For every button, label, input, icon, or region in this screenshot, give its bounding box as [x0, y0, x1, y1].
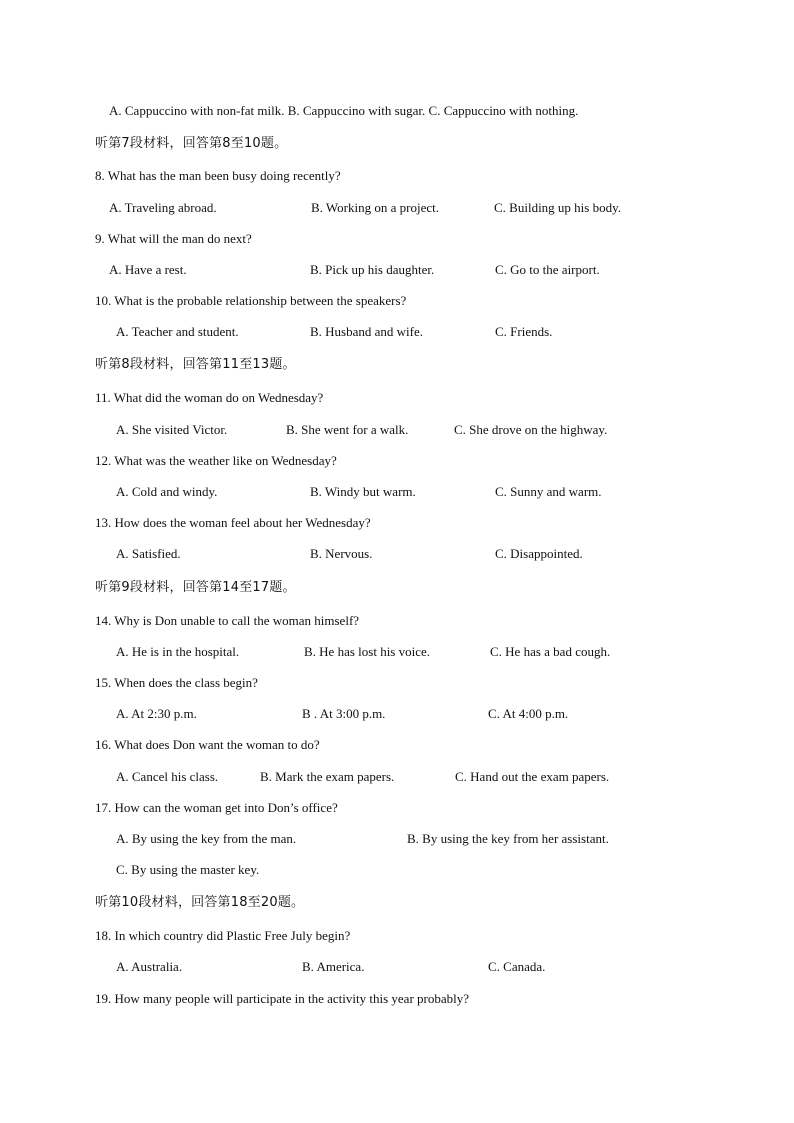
q13-option-c[interactable]: C. Disappointed. [495, 546, 583, 561]
option-c[interactable]: C. Cappuccino with nothing. [428, 103, 579, 118]
question-18: 18. In which country did Plastic Free July begin? [95, 928, 351, 943]
q15-option-a[interactable]: A. At 2:30 p.m. [116, 706, 197, 721]
q18-option-b[interactable]: B. America. [302, 959, 365, 974]
option-b[interactable]: B. Cappuccino with sugar. [287, 103, 426, 118]
question-9: 9. What will the man do next? [95, 231, 252, 246]
q15-option-b[interactable]: B . At 3:00 p.m. [302, 706, 386, 721]
q8-option-a[interactable]: A. Traveling abroad. [109, 200, 217, 215]
q14-option-a[interactable]: A. He is in the hospital. [116, 644, 240, 659]
q16-option-c[interactable]: C. Hand out the exam papers. [455, 769, 610, 784]
q17-option-c[interactable]: C. By using the master key. [116, 862, 260, 877]
q16-option-b[interactable]: B. Mark the exam papers. [260, 769, 395, 784]
q12-option-a[interactable]: A. Cold and windy. [116, 484, 218, 499]
q10-option-a[interactable]: A. Teacher and student. [116, 324, 239, 339]
q14-option-b[interactable]: B. He has lost his voice. [304, 644, 431, 659]
q9-option-b[interactable]: B. Pick up his daughter. [310, 262, 435, 277]
question-8: 8. What has the man been busy doing recently? [95, 168, 341, 183]
question-16: 16. What does Don want the woman to do? [95, 737, 320, 752]
question-17: 17. How can the woman get into Don’s office? [95, 800, 338, 815]
q11-option-b[interactable]: B. She went for a walk. [286, 422, 409, 437]
section-heading-10: 听第10段材料，回答第18至20题。 [95, 895, 305, 910]
q16-option-a[interactable]: A. Cancel his class. [116, 769, 219, 784]
section-heading-9: 听第9段材料，回答第14至17题。 [95, 580, 296, 595]
q13-option-a[interactable]: A. Satisfied. [116, 546, 181, 561]
question-14: 14. Why is Don unable to call the woman himself? [95, 613, 360, 628]
question-19: 19. How many people will participate in the activity this year probably? [95, 991, 470, 1006]
question-15: 15. When does the class begin? [95, 675, 258, 690]
q18-option-c[interactable]: C. Canada. [488, 959, 546, 974]
question-13: 13. How does the woman feel about her Wednesday? [95, 515, 371, 530]
question-10: 10. What is the probable relationship between the speakers? [95, 293, 407, 308]
question-11: 11. What did the woman do on Wednesday? [95, 390, 324, 405]
q9-option-a[interactable]: A. Have a rest. [109, 262, 187, 277]
section-heading-7: 听第7段材料，回答第8至10题。 [95, 136, 288, 151]
q12-option-b[interactable]: B. Windy but warm. [310, 484, 416, 499]
question-12: 12. What was the weather like on Wednesday? [95, 453, 337, 468]
q13-option-b[interactable]: B. Nervous. [310, 546, 373, 561]
q9-option-c[interactable]: C. Go to the airport. [495, 262, 600, 277]
option-line-q7 [109, 103, 578, 119]
q14-option-c[interactable]: C. He has a bad cough. [490, 644, 611, 659]
q11-option-a[interactable]: A. She visited Victor. [116, 422, 228, 437]
q8-option-c[interactable]: C. Building up his body. [494, 200, 622, 215]
q10-option-c[interactable]: C. Friends. [495, 324, 553, 339]
q8-option-b[interactable]: B. Working on a project. [311, 200, 439, 215]
q15-option-c[interactable]: C. At 4:00 p.m. [488, 706, 569, 721]
option-a[interactable]: A. Cappuccino with non-fat milk. [109, 103, 285, 118]
q18-option-a[interactable]: A. Australia. [116, 959, 183, 974]
q17-option-a[interactable]: A. By using the key from the man. [116, 831, 297, 846]
q11-option-c[interactable]: C. She drove on the highway. [454, 422, 608, 437]
q17-option-b[interactable]: B. By using the key from her assistant. [407, 831, 609, 846]
section-heading-8: 听第8段材料，回答第11至13题。 [95, 357, 296, 372]
q12-option-c[interactable]: C. Sunny and warm. [495, 484, 602, 499]
q10-option-b[interactable]: B. Husband and wife. [310, 324, 424, 339]
